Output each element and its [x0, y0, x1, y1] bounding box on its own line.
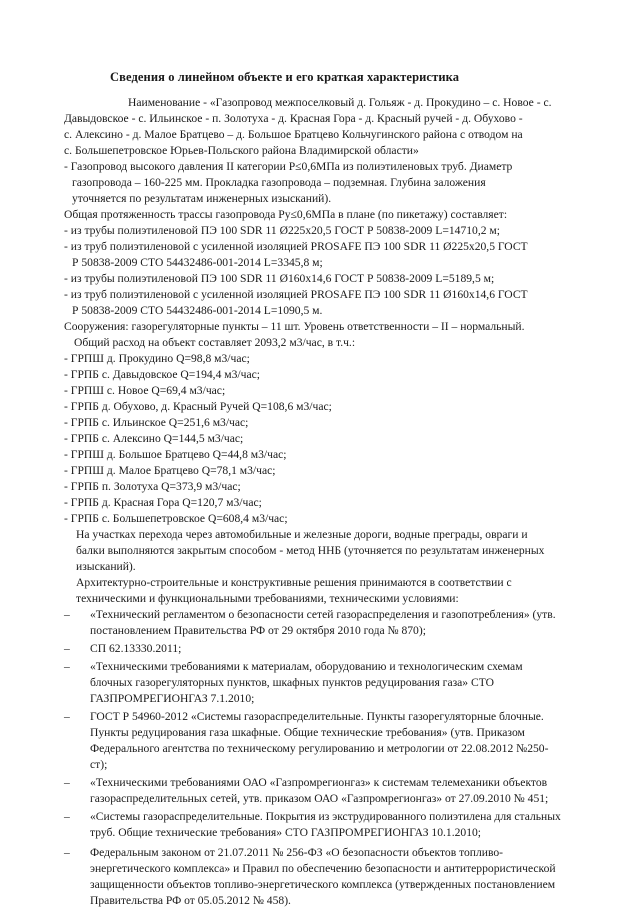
list-dash-marker: – [64, 642, 70, 655]
body-line: - из труб полиэтиленовой с усиленной изоляцией PROSAFE ПЭ 100 SDR 11 Ø225х20,5 ГОСТ [64, 240, 528, 253]
body-line: с. Большепетровское Юрьев-Польского района Владимирской области» [64, 144, 419, 157]
list-dash-marker: – [64, 608, 70, 621]
body-line: Р 50838-2009 СТО 54432486-001-2014 L=1090,5 м. [72, 304, 323, 317]
body-line: - ГРПБ д. Красная Гора Q=120,7 м3/час; [64, 496, 262, 509]
body-line: энергетического комплекса» и Правил по обеспечению безопасности и антитеррористической [90, 862, 556, 875]
body-line: Архитектурно-строительные и конструктивные решения принимаются в соответствии с [76, 576, 512, 589]
body-line: - ГРПШ с. Новое Q=69,4 м3/час; [64, 384, 226, 397]
body-line: - ГРПБ с. Большепетровское Q=608,4 м3/час; [64, 512, 288, 525]
body-line: с. Алексино - д. Малое Братцево – д. Большое Братцево Кольчугинского района с отводом на [64, 128, 523, 141]
list-dash-marker: – [64, 776, 70, 789]
body-line: - ГРПБ с. Ильинское Q=251,6 м3/час; [64, 416, 249, 429]
body-line: газопровода – 160-225 мм. Прокладка газопровода – подземная. Глубина заложения [72, 176, 486, 189]
body-line: Правительства РФ от 05.05.2012 № 458). [90, 894, 291, 907]
body-line: газораспределительных сетей, утв. приказом ОАО «Газпромрегионгаз» от 27.09.2010 № 451; [90, 792, 549, 805]
body-line: Р 50838-2009 СТО 54432486-001-2014 L=3345,8 м; [72, 256, 323, 269]
body-line: «Техническими требованиями к материалам, оборудованию и технологическим схемам [90, 660, 523, 673]
body-line: защищенности объектов топливо-энергетического комплекса (утвержденных постановлением [90, 878, 556, 891]
body-line: - из трубы полиэтиленовой ПЭ 100 SDR 11 Ø225х20,5 ГОСТ Р 50838-2009 L=14710,2 м; [64, 224, 500, 237]
body-line: уточняется по результатам инженерных изысканий). [72, 192, 332, 205]
list-dash-marker: – [64, 710, 70, 723]
body-line: ГАЗПРОМРЕГИОНГАЗ 7.1.2010; [90, 692, 255, 705]
body-line: - ГРПШ д. Прокудино Q=98,8 м3/час; [64, 352, 250, 365]
body-line: техническими и функциональными требованиями, техническими условиями: [76, 592, 459, 605]
body-line: ГОСТ Р 54960-2012 «Системы газораспределительные. Пункты газорегуляторные блочные. [90, 710, 544, 723]
body-line: труб. Общие технические требования» СТО ГАЗПРОМРЕГИОНГАЗ 10.1.2010; [90, 826, 482, 839]
body-line: - Газопровод высокого давления II категории Р≤0,6МПа из полиэтиленовых труб. Диаметр [64, 160, 513, 173]
body-line: постановлением Правительства РФ от 29 октября 2010 года № 870); [90, 624, 426, 637]
body-line: - из трубы полиэтиленовой ПЭ 100 SDR 11 Ø160х14,6 ГОСТ Р 50838-2009 L=5189,5 м; [64, 272, 495, 285]
body-line: блочных газорегуляторных пунктов, шкафных пунктов редуцирования газа» СТО [90, 676, 495, 689]
body-line: ст); [90, 758, 108, 771]
body-line: балки выполняются закрытым способом - метод ННБ (уточняется по результатам инженерных [76, 544, 545, 557]
body-line: изысканий). [76, 560, 136, 573]
body-line: - из труб полиэтиленовой с усиленной изоляцией PROSAFE ПЭ 100 SDR 11 Ø160х14,6 ГОСТ [64, 288, 528, 301]
body-line: - ГРПБ с. Алексино Q=144,5 м3/час; [64, 432, 244, 445]
body-line: Общая протяженность трассы газопровода Ру≤0,6МПа в плане (по пикетажу) составляет: [64, 208, 508, 221]
list-dash-marker: – [64, 810, 70, 823]
body-line: Федерального агентства по техническому регулированию и метрологии от 22.08.2012 №250- [90, 742, 549, 755]
body-line: На участках перехода через автомобильные и железные дороги, водные преграды, овраги и [76, 528, 528, 541]
body-line: Сооружения: газорегуляторные пункты – 11 шт. Уровень ответственности – II – нормальный. [64, 320, 525, 333]
body-line: Общий расход на объект составляет 2093,2 м3/час, в т.ч.: [74, 336, 356, 349]
document-title: Сведения о линейном объекте и его краткая характеристика [110, 70, 460, 84]
list-dash-marker: – [64, 846, 70, 859]
body-line: - ГРПШ д. Малое Братцево Q=78,1 м3/час; [64, 464, 276, 477]
body-line: Федеральным законом от 21.07.2011 № 256-ФЗ «О безопасности объектов топливо- [90, 846, 504, 859]
body-line: «Техническими требованиями ОАО «Газпромрегионгаз» к системам телемеханики объектов [90, 776, 548, 789]
body-line: - ГРПШ д. Большое Братцево Q=44,8 м3/час; [64, 448, 287, 461]
body-line: - ГРПБ п. Золотуха Q=373,9 м3/час; [64, 480, 241, 493]
body-line: Наименование - «Газопровод межпоселковый д. Гольяж - д. Прокудино – с. Новое - с. [128, 96, 552, 109]
body-line: «Системы газораспределительные. Покрытия из экструдированного полиэтилена для стальных [90, 810, 561, 823]
body-line: «Технический регламентом о безопасности сетей газораспределения и газопотребления» (утв. [90, 608, 556, 621]
body-line: - ГРПБ с. Давыдовское Q=194,4 м3/час; [64, 368, 260, 381]
body-line: - ГРПБ д. Обухово, д. Красный Ручей Q=108,6 м3/час; [64, 400, 332, 413]
list-dash-marker: – [64, 660, 70, 673]
body-line: СП 62.13330.2011; [90, 642, 182, 655]
body-line: Пункты редуцирования газа шкафные. Общие технические требования» (утв. Приказом [90, 726, 525, 739]
body-line: Давыдовское - с. Ильинское - п. Золотуха - д. Красная Гора - д. Красный ручей - д. Обухово - [64, 112, 523, 125]
